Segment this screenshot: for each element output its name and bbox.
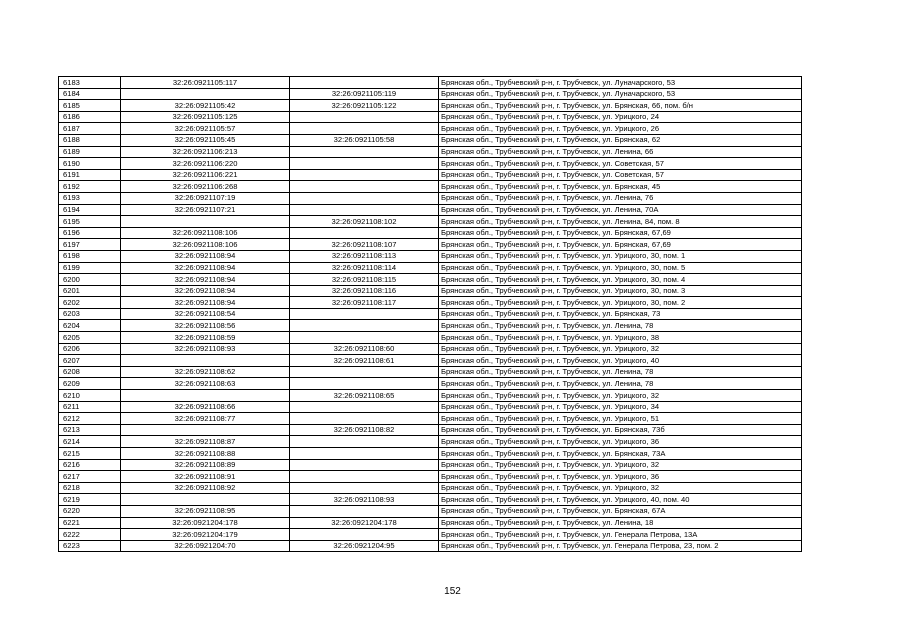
related-cadastral-number-cell (290, 529, 439, 541)
table-row (59, 320, 802, 332)
address-cell: Брянская обл., Трубчевский р-н, г. Трубчевск, ул. Урицкого, 51 (439, 413, 802, 425)
address-cell: Брянская обл., Трубчевский р-н, г. Трубчевск, ул. Урицкого, 30, пом. 4 (439, 274, 802, 286)
table-row (59, 436, 802, 448)
row-number-cell: 6197 (59, 239, 121, 251)
cadastral-number-cell: 32:26:0921108:94 (121, 297, 290, 309)
address-cell: Брянская обл., Трубчевский р-н, г. Трубчевск, ул. Урицкого, 36 (439, 471, 802, 483)
related-cadastral-number-cell (290, 436, 439, 448)
row-number-cell: 6189 (59, 146, 121, 158)
table-row (59, 505, 802, 517)
related-cadastral-number-cell (290, 308, 439, 320)
table-row (59, 390, 802, 402)
address-cell: Брянская обл., Трубчевский р-н, г. Трубчевск, ул. Советская, 57 (439, 158, 802, 170)
row-number-cell: 6192 (59, 181, 121, 193)
related-cadastral-number-cell (290, 505, 439, 517)
related-cadastral-number-cell (290, 158, 439, 170)
table-row (59, 529, 802, 541)
related-cadastral-number-cell: 32:26:0921105:58 (290, 134, 439, 146)
cadastral-number-cell (121, 390, 290, 402)
table-row (59, 482, 802, 494)
related-cadastral-number-cell: 32:26:0921105:122 (290, 100, 439, 112)
related-cadastral-number-cell: 32:26:0921108:65 (290, 390, 439, 402)
cadastral-number-cell: 32:26:0921107:19 (121, 192, 290, 204)
address-cell: Брянская обл., Трубчевский р-н, г. Трубчевск, ул. Урицкого, 30, пом. 5 (439, 262, 802, 274)
row-number-cell: 6205 (59, 332, 121, 344)
cadastral-number-cell: 32:26:0921105:42 (121, 100, 290, 112)
row-number-cell: 6216 (59, 459, 121, 471)
related-cadastral-number-cell (290, 204, 439, 216)
table-row (59, 100, 802, 112)
cadastral-number-cell: 32:26:0921108:89 (121, 459, 290, 471)
cadastral-number-cell (121, 424, 290, 436)
cadastral-number-cell: 32:26:0921108:92 (121, 482, 290, 494)
row-number-cell: 6214 (59, 436, 121, 448)
row-number-cell: 6215 (59, 448, 121, 460)
related-cadastral-number-cell (290, 111, 439, 123)
address-cell: Брянская обл., Трубчевский р-н, г. Трубчевск, ул. Урицкого, 38 (439, 332, 802, 344)
cadastral-number-cell: 32:26:0921108:63 (121, 378, 290, 390)
cadastral-number-cell: 32:26:0921108:87 (121, 436, 290, 448)
cadastral-number-cell (121, 88, 290, 100)
row-number-cell: 6203 (59, 308, 121, 320)
row-number-cell: 6211 (59, 401, 121, 413)
cadastral-number-cell: 32:26:0921106:213 (121, 146, 290, 158)
row-number-cell: 6219 (59, 494, 121, 506)
related-cadastral-number-cell (290, 123, 439, 135)
cadastral-number-cell: 32:26:0921108:77 (121, 413, 290, 425)
address-cell: Брянская обл., Трубчевский р-н, г. Трубчевск, ул. Луначарского, 53 (439, 77, 802, 89)
table-row (59, 517, 802, 529)
cadastral-number-cell: 32:26:0921108:95 (121, 505, 290, 517)
related-cadastral-number-cell (290, 320, 439, 332)
address-cell: Брянская обл., Трубчевский р-н, г. Трубчевск, ул. Брянская, 67А (439, 505, 802, 517)
table-row (59, 366, 802, 378)
related-cadastral-number-cell (290, 378, 439, 390)
address-cell: Брянская обл., Трубчевский р-н, г. Трубчевск, ул. Советская, 57 (439, 169, 802, 181)
table-row (59, 540, 802, 552)
row-number-cell: 6195 (59, 216, 121, 228)
address-cell: Брянская обл., Трубчевский р-н, г. Трубчевск, ул. Брянская, 45 (439, 181, 802, 193)
table-row (59, 158, 802, 170)
row-number-cell: 6223 (59, 540, 121, 552)
table-row (59, 355, 802, 367)
row-number-cell: 6218 (59, 482, 121, 494)
address-cell: Брянская обл., Трубчевский р-н, г. Трубчевск, ул. Урицкого, 32 (439, 482, 802, 494)
property-table-body (59, 77, 802, 552)
row-number-cell: 6184 (59, 88, 121, 100)
address-cell: Брянская обл., Трубчевский р-н, г. Трубчевск, ул. Луначарского, 53 (439, 88, 802, 100)
row-number-cell: 6185 (59, 100, 121, 112)
table-row (59, 459, 802, 471)
row-number-cell: 6186 (59, 111, 121, 123)
table-row (59, 262, 802, 274)
row-number-cell: 6200 (59, 274, 121, 286)
related-cadastral-number-cell: 32:26:0921108:113 (290, 250, 439, 262)
related-cadastral-number-cell (290, 146, 439, 158)
cadastral-number-cell: 32:26:0921106:268 (121, 181, 290, 193)
table-row (59, 297, 802, 309)
cadastral-number-cell: 32:26:0921108:93 (121, 343, 290, 355)
address-cell: Брянская обл., Трубчевский р-н, г. Трубчевск, ул. Ленина, 76 (439, 192, 802, 204)
row-number-cell: 6191 (59, 169, 121, 181)
table-row (59, 204, 802, 216)
cadastral-number-cell (121, 216, 290, 228)
table-row (59, 88, 802, 100)
table-row (59, 332, 802, 344)
cadastral-number-cell (121, 355, 290, 367)
cadastral-number-cell: 32:26:0921108:106 (121, 227, 290, 239)
row-number-cell: 6220 (59, 505, 121, 517)
address-cell: Брянская обл., Трубчевский р-н, г. Трубчевск, ул. Ленина, 78 (439, 378, 802, 390)
address-cell: Брянская обл., Трубчевский р-н, г. Трубчевск, ул. Генерала Петрова, 23, пом. 2 (439, 540, 802, 552)
row-number-cell: 6209 (59, 378, 121, 390)
address-cell: Брянская обл., Трубчевский р-н, г. Трубчевск, ул. Урицкого, 32 (439, 390, 802, 402)
cadastral-number-cell: 32:26:0921204:178 (121, 517, 290, 529)
cadastral-number-cell: 32:26:0921106:221 (121, 169, 290, 181)
related-cadastral-number-cell: 32:26:0921105:119 (290, 88, 439, 100)
related-cadastral-number-cell: 32:26:0921108:60 (290, 343, 439, 355)
related-cadastral-number-cell (290, 77, 439, 89)
cadastral-number-cell: 32:26:0921108:88 (121, 448, 290, 460)
related-cadastral-number-cell (290, 459, 439, 471)
row-number-cell: 6201 (59, 285, 121, 297)
row-number-cell: 6222 (59, 529, 121, 541)
row-number-cell: 6212 (59, 413, 121, 425)
related-cadastral-number-cell (290, 169, 439, 181)
cadastral-number-cell: 32:26:0921108:91 (121, 471, 290, 483)
cadastral-number-cell: 32:26:0921108:94 (121, 250, 290, 262)
address-cell: Брянская обл., Трубчевский р-н, г. Трубчевск, ул. Урицкого, 30, пом. 3 (439, 285, 802, 297)
row-number-cell: 6221 (59, 517, 121, 529)
row-number-cell: 6206 (59, 343, 121, 355)
cadastral-number-cell: 32:26:0921108:62 (121, 366, 290, 378)
address-cell: Брянская обл., Трубчевский р-н, г. Трубчевск, ул. Ленина, 70А (439, 204, 802, 216)
cadastral-number-cell: 32:26:0921108:59 (121, 332, 290, 344)
related-cadastral-number-cell (290, 413, 439, 425)
table-row (59, 308, 802, 320)
row-number-cell: 6204 (59, 320, 121, 332)
cadastral-number-cell: 32:26:0921108:106 (121, 239, 290, 251)
cadastral-number-cell: 32:26:0921108:94 (121, 262, 290, 274)
address-cell: Брянская обл., Трубчевский р-н, г. Трубчевск, ул. Ленина, 66 (439, 146, 802, 158)
related-cadastral-number-cell (290, 401, 439, 413)
row-number-cell: 6187 (59, 123, 121, 135)
table-row (59, 448, 802, 460)
cadastral-number-cell: 32:26:0921106:220 (121, 158, 290, 170)
row-number-cell: 6190 (59, 158, 121, 170)
table-row (59, 285, 802, 297)
row-number-cell: 6188 (59, 134, 121, 146)
address-cell: Брянская обл., Трубчевский р-н, г. Трубчевск, ул. Урицкого, 24 (439, 111, 802, 123)
row-number-cell: 6196 (59, 227, 121, 239)
table-row (59, 111, 802, 123)
row-number-cell: 6202 (59, 297, 121, 309)
related-cadastral-number-cell (290, 448, 439, 460)
row-number-cell: 6217 (59, 471, 121, 483)
table-row (59, 216, 802, 228)
address-cell: Брянская обл., Трубчевский р-н, г. Трубчевск, ул. Урицкого, 32 (439, 459, 802, 471)
address-cell: Брянская обл., Трубчевский р-н, г. Трубчевск, ул. Ленина, 18 (439, 517, 802, 529)
table-row (59, 413, 802, 425)
related-cadastral-number-cell (290, 482, 439, 494)
related-cadastral-number-cell: 32:26:0921108:93 (290, 494, 439, 506)
cadastral-number-cell: 32:26:0921107:21 (121, 204, 290, 216)
related-cadastral-number-cell: 32:26:0921108:114 (290, 262, 439, 274)
related-cadastral-number-cell (290, 366, 439, 378)
table-row (59, 239, 802, 251)
related-cadastral-number-cell: 32:26:0921108:115 (290, 274, 439, 286)
related-cadastral-number-cell: 32:26:0921108:116 (290, 285, 439, 297)
row-number-cell: 6213 (59, 424, 121, 436)
address-cell: Брянская обл., Трубчевский р-н, г. Трубчевск, ул. Брянская, 66, пом. б/н (439, 100, 802, 112)
related-cadastral-number-cell (290, 181, 439, 193)
address-cell: Брянская обл., Трубчевский р-н, г. Трубчевск, ул. Урицкого, 30, пом. 2 (439, 297, 802, 309)
cadastral-number-cell: 32:26:0921108:94 (121, 274, 290, 286)
cadastral-number-cell: 32:26:0921108:56 (121, 320, 290, 332)
table-row (59, 250, 802, 262)
related-cadastral-number-cell (290, 192, 439, 204)
row-number-cell: 6193 (59, 192, 121, 204)
address-cell: Брянская обл., Трубчевский р-н, г. Трубчевск, ул. Урицкого, 30, пом. 1 (439, 250, 802, 262)
table-row (59, 169, 802, 181)
table-row (59, 471, 802, 483)
related-cadastral-number-cell (290, 332, 439, 344)
address-cell: Брянская обл., Трубчевский р-н, г. Трубчевск, ул. Ленина, 84, пом. 8 (439, 216, 802, 228)
address-cell: Брянская обл., Трубчевский р-н, г. Трубчевск, ул. Брянская, 67,69 (439, 227, 802, 239)
row-number-cell: 6207 (59, 355, 121, 367)
table-row (59, 134, 802, 146)
cadastral-number-cell (121, 494, 290, 506)
address-cell: Брянская обл., Трубчевский р-н, г. Трубчевск, ул. Ленина, 78 (439, 366, 802, 378)
related-cadastral-number-cell: 32:26:0921108:82 (290, 424, 439, 436)
cadastral-number-cell: 32:26:0921105:117 (121, 77, 290, 89)
address-cell: Брянская обл., Трубчевский р-н, г. Трубчевск, ул. Урицкого, 34 (439, 401, 802, 413)
address-cell: Брянская обл., Трубчевский р-н, г. Трубчевск, ул. Урицкого, 40, пом. 40 (439, 494, 802, 506)
related-cadastral-number-cell: 32:26:0921108:61 (290, 355, 439, 367)
related-cadastral-number-cell: 32:26:0921204:95 (290, 540, 439, 552)
cadastral-number-cell: 32:26:0921204:179 (121, 529, 290, 541)
address-cell: Брянская обл., Трубчевский р-н, г. Трубчевск, ул. Урицкого, 36 (439, 436, 802, 448)
address-cell: Брянская обл., Трубчевский р-н, г. Трубчевск, ул. Урицкого, 26 (439, 123, 802, 135)
row-number-cell: 6199 (59, 262, 121, 274)
row-number-cell: 6194 (59, 204, 121, 216)
address-cell: Брянская обл., Трубчевский р-н, г. Трубчевск, ул. Урицкого, 32 (439, 343, 802, 355)
address-cell: Брянская обл., Трубчевский р-н, г. Трубчевск, ул. Генерала Петрова, 13А (439, 529, 802, 541)
related-cadastral-number-cell: 32:26:0921108:102 (290, 216, 439, 228)
cadastral-number-cell: 32:26:0921105:57 (121, 123, 290, 135)
row-number-cell: 6208 (59, 366, 121, 378)
row-number-cell: 6183 (59, 77, 121, 89)
cadastral-number-cell: 32:26:0921105:125 (121, 111, 290, 123)
address-cell: Брянская обл., Трубчевский р-н, г. Трубчевск, ул. Ленина, 78 (439, 320, 802, 332)
address-cell: Брянская обл., Трубчевский р-н, г. Трубчевск, ул. Брянская, 73 (439, 308, 802, 320)
table-row (59, 401, 802, 413)
table-row (59, 123, 802, 135)
row-number-cell: 6198 (59, 250, 121, 262)
table-row (59, 494, 802, 506)
table-row (59, 378, 802, 390)
property-table (58, 76, 802, 552)
cadastral-number-cell: 32:26:0921204:70 (121, 540, 290, 552)
table-row (59, 274, 802, 286)
cadastral-number-cell: 32:26:0921108:94 (121, 285, 290, 297)
related-cadastral-number-cell: 32:26:0921108:117 (290, 297, 439, 309)
cadastral-number-cell: 32:26:0921108:66 (121, 401, 290, 413)
address-cell: Брянская обл., Трубчевский р-н, г. Трубчевск, ул. Брянская, 73б (439, 424, 802, 436)
address-cell: Брянская обл., Трубчевский р-н, г. Трубчевск, ул. Брянская, 67,69 (439, 239, 802, 251)
address-cell: Брянская обл., Трубчевский р-н, г. Трубчевск, ул. Урицкого, 40 (439, 355, 802, 367)
table-row (59, 343, 802, 355)
address-cell: Брянская обл., Трубчевский р-н, г. Трубчевск, ул. Брянская, 73А (439, 448, 802, 460)
table-row (59, 192, 802, 204)
related-cadastral-number-cell (290, 471, 439, 483)
row-number-cell: 6210 (59, 390, 121, 402)
page-number: 152 (444, 586, 461, 597)
table-row (59, 181, 802, 193)
address-cell: Брянская обл., Трубчевский р-н, г. Трубчевск, ул. Брянская, 62 (439, 134, 802, 146)
cadastral-number-cell: 32:26:0921108:54 (121, 308, 290, 320)
table-row (59, 77, 802, 89)
related-cadastral-number-cell: 32:26:0921108:107 (290, 239, 439, 251)
table-row (59, 146, 802, 158)
related-cadastral-number-cell (290, 227, 439, 239)
table-row (59, 227, 802, 239)
cadastral-number-cell: 32:26:0921105:45 (121, 134, 290, 146)
table-row (59, 424, 802, 436)
related-cadastral-number-cell: 32:26:0921204:178 (290, 517, 439, 529)
